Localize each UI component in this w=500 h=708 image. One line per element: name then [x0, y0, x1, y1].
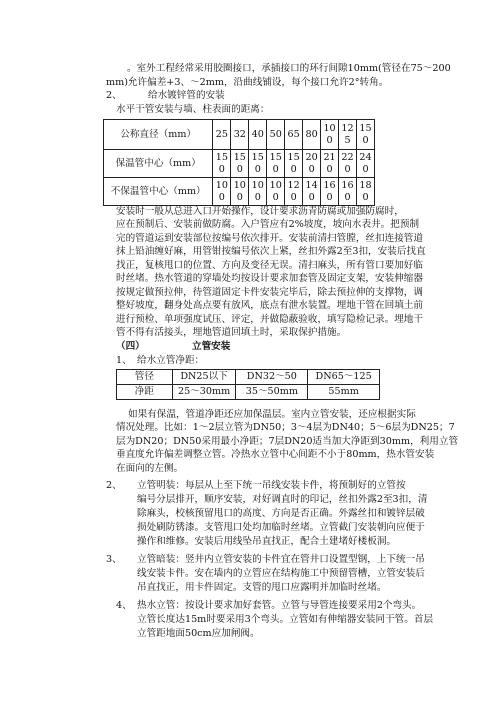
para1-line-4: 抹上铅油缠好麻，用管钳按编号依次上紧，丝扣外露2至3扣，安装后找直 [116, 246, 426, 257]
cell-value: 0 [236, 163, 243, 175]
cell-value: 40 [251, 128, 264, 140]
table-cell [339, 150, 357, 178]
para2-line-3: 层为DN20；DN50采用最小净距；7层DN20适当加大净距到30mm，利用立管 [116, 436, 459, 447]
cell-value: 0 [326, 163, 333, 175]
table-cell [249, 178, 267, 206]
clearance-value-cell: 35～50mm [236, 385, 308, 400]
uninsulated-center-row [104, 178, 375, 206]
table-cell [321, 150, 339, 178]
item-3-line-2: 线安装卡件。安在墙内的立管应在结构施工中预留管槽，立管安装后 [137, 568, 425, 579]
cell-value: 0 [344, 191, 351, 203]
clearance-value-cell: 净距 [117, 385, 173, 400]
cell-value: 65 [287, 128, 300, 140]
cell-value: 21 [323, 151, 336, 163]
insulated-center-row [104, 150, 375, 178]
cell-value: 50 [269, 128, 282, 140]
clearance-header-cell: DN65～125 [308, 370, 380, 385]
item-1-number: 1、 [116, 355, 132, 366]
cell-value: 0 [218, 163, 225, 175]
para1-line-8: 整好坡度，翻身处高点要有放风，底点有泄水装置。埋地干管在回填土前 [116, 300, 423, 311]
table-cell [231, 178, 249, 206]
item-3-line-1: 立管暗装：竖井内立管安装的卡件宜在管井口设置型钢，上下统一吊 [137, 554, 425, 565]
cell-value: 14 [305, 179, 318, 191]
cell-value: 16 [341, 179, 354, 191]
para1-line-5: 找正，复核甩口的位置、方向及变径无误。清扫麻头，所有管口要加好临 [116, 260, 423, 271]
item-2-line-2: 编号分层排开，顺序安装，对好调直时的印记，丝扣外露2至3扣，清 [137, 494, 428, 505]
item-3-line-3: 吊直找正，用卡件固定。支管的甩口应露明并加临时丝堵。 [137, 582, 387, 593]
row-label: 保温管中心（mm） [104, 150, 213, 178]
cell-value: 15 [359, 122, 372, 134]
table-cell [303, 120, 321, 150]
cell-value: 0 [362, 134, 369, 146]
cell-value: 0 [272, 191, 279, 203]
cell-value: 80 [305, 128, 318, 140]
cell-value: 10 [251, 179, 264, 191]
table-cell [213, 150, 231, 178]
item-4-line-3: 立管距地面50cm应加闸阀。 [137, 628, 260, 639]
cell-value: 0 [326, 191, 333, 203]
cell-value: 16 [323, 179, 336, 191]
clearance-value-row [117, 385, 380, 400]
table-cell [303, 150, 321, 178]
cell-value: 24 [359, 151, 372, 163]
item-2-line-3: 除麻头，校核预留甩口的高度、方向是否正确。外露丝扣和镀锌层破 [137, 508, 425, 519]
row-label: 不保温管中心（mm） [104, 178, 213, 206]
cell-value: 5 [344, 134, 351, 146]
clearance-header-cell: DN32～50 [236, 370, 308, 385]
item-2-line-1: 立管明装：每层从上至下统一吊线安装卡件，将预制好的立管按 [137, 480, 406, 491]
section-4-title: 立管安装 [192, 341, 231, 352]
cell-value: 0 [344, 163, 351, 175]
item-4-line-2: 立管长度达15m时要采用3个弯头。立管如有伸缩器安装同干管。首层 [137, 614, 434, 625]
table-caption: 水平干管安装与墙、柱表面的距离： [116, 104, 270, 115]
para1-line-2: 应在预制后、安装前做防腐。入户管应有2%坡度，坡向水表井。把预制 [116, 219, 420, 230]
para1-line-10: 管不得有活接头，埋地管道回填土时，采取保护措施。 [116, 327, 347, 338]
item-4-line-1: 热水立管：按设计要求加好套管。立管与导管连接要采用2个弯头。 [137, 600, 422, 611]
cell-value: 10 [269, 179, 282, 191]
cell-value: 12 [287, 179, 300, 191]
clearance-value-cell: 55mm [308, 385, 380, 400]
para1-line-6: 时丝堵。热水管道的穿墙处均按设计要求加套管及固定支架，安装伸缩器 [116, 273, 423, 284]
cell-value: 22 [341, 151, 354, 163]
cell-value: 0 [308, 191, 315, 203]
table-cell [249, 150, 267, 178]
para1-line-3: 完的管道运到安装部位按编号依次排开。安装前清扫管膛，丝扣连接管道 [116, 233, 423, 244]
table-cell [357, 120, 375, 150]
table-cell [213, 178, 231, 206]
cell-value: 0 [218, 191, 225, 203]
table-cell [321, 120, 339, 150]
table-cell [303, 178, 321, 206]
table-cell [249, 120, 267, 150]
item-4-number: 4、 [116, 600, 132, 611]
table-cell [285, 150, 303, 178]
cell-value: 0 [236, 191, 243, 203]
table-cell [357, 150, 375, 178]
cell-value: 15 [215, 151, 228, 163]
table-cell [267, 178, 285, 206]
cell-value: 15 [233, 151, 246, 163]
para2-line-2: 情况处理。比如：1～2层立管为DN50；3～4层为DN40；5～6层为DN25；7 [116, 422, 455, 433]
cell-value: 0 [362, 191, 369, 203]
item-2-number: 2、 [106, 480, 122, 491]
para1-line-1: 安装时一般从总进入口开始操作，设计要求沥青防腐或加强防腐时， [116, 206, 404, 217]
table-cell [267, 120, 285, 150]
nominal-diameter-row [104, 120, 375, 150]
cell-value: 0 [290, 163, 297, 175]
cell-value: 10 [215, 179, 228, 191]
clearance-table [116, 369, 380, 400]
cell-value: 10 [233, 179, 246, 191]
cell-value: 0 [308, 163, 315, 175]
cell-value: 20 [305, 151, 318, 163]
cell-value: 0 [326, 134, 333, 146]
table-cell [321, 178, 339, 206]
clearance-header-cell: DN25以下 [172, 370, 236, 385]
item-2-line-4: 损处刷防锈漆。支管甩口处均加临时丝堵。立管截门安装朝向应便于 [137, 522, 425, 533]
item-3-number: 3、 [106, 554, 122, 565]
pipe-distance-table [103, 119, 375, 206]
para1-line-9: 进行预检、单项强度试压、评定，并做隐蔽验收，填写隐检记录。埋地干 [116, 314, 423, 325]
cell-value: 0 [254, 163, 261, 175]
cell-value: 15 [287, 151, 300, 163]
cell-value: 32 [233, 128, 246, 140]
cell-value: 0 [362, 163, 369, 175]
intro-line-2: mm)允许偏差+3、～2mm，沿曲线铺设，每个接口允许2°转角。 [106, 77, 389, 88]
section-4-label: （四） [116, 341, 145, 352]
table-cell [231, 150, 249, 178]
cell-value: 0 [290, 191, 297, 203]
table-cell [285, 120, 303, 150]
clearance-header-row [117, 370, 380, 385]
para1-line-7: 按规定做预拉伸，待管道固定卡件安装完毕后，除去预拉伸的支撑物，调 [116, 287, 423, 298]
cell-value: 15 [251, 151, 264, 163]
section-2-heading: 给水镀锌管的安装 [148, 90, 225, 101]
para2-line-4: 垂直度允许偏差调整立管。冷热水立管中心间距不小于80mm，热水管安装 [116, 449, 435, 460]
table-cell [285, 178, 303, 206]
clearance-header-cell: 管径 [117, 370, 173, 385]
row-label: 公称直径（mm） [104, 120, 213, 150]
cell-value: 18 [359, 179, 372, 191]
table-cell [357, 178, 375, 206]
item-2-line-5: 操作和维修。安装后用线坠吊直找正，配合土建堵好楼板洞。 [137, 536, 397, 547]
para2-line-1: 如果有保温，管道净距还应加保温层。室内立管安装，还应根据实际 [128, 409, 416, 420]
table-cell [213, 120, 231, 150]
clearance-value-cell: 25～30mm [172, 385, 236, 400]
table-cell [339, 178, 357, 206]
section-2-number: 2、 [106, 90, 122, 101]
cell-value: 0 [272, 163, 279, 175]
table-cell [339, 120, 357, 150]
table-cell [231, 120, 249, 150]
para2-line-5: 在面向的左侧。 [116, 463, 184, 474]
cell-value: 0 [254, 191, 261, 203]
intro-line-1: 。室外工程经常采用胶圈接口，承插接口的环行间隙10mm(管径在75～200 [127, 63, 451, 74]
item-1-text: 给水立管净距： [137, 355, 205, 366]
cell-value: 15 [269, 151, 282, 163]
cell-value: 10 [323, 122, 336, 134]
cell-value: 12 [341, 122, 354, 134]
cell-value: 25 [215, 128, 228, 140]
table-cell [267, 150, 285, 178]
